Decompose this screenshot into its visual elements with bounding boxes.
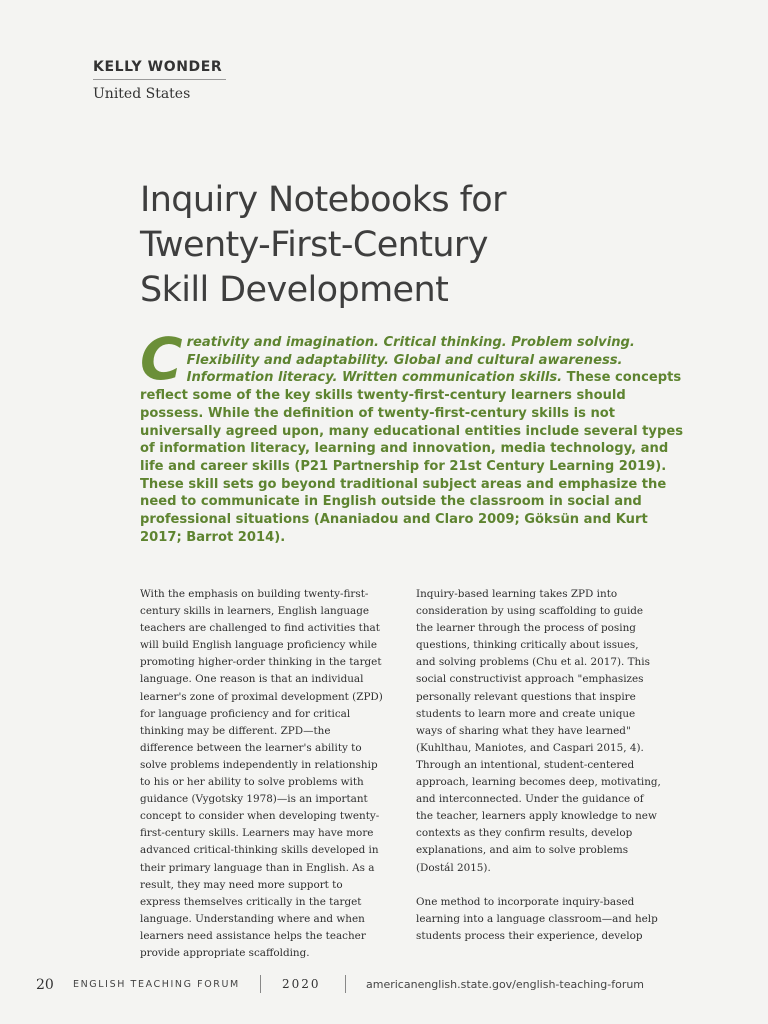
author-country: United States <box>93 86 191 102</box>
author-name: KELLY WONDER <box>93 59 226 80</box>
intro-italic-text: reativity and imagination. Critical thinking. Problem solving. Flexibility and adaptability. Global and cultural awareness. Information literacy. Written communication skills. <box>186 335 635 386</box>
page-number: 20 <box>36 977 54 993</box>
right-paragraph-1: Inquiry-based learning takes ZPD into consideration by using scaffolding to guide the learner through the process of posing questions, thinking critically about issues, and solving problems (Chu et al. 2017). This social constructivist approach "emphasizes personally relevant questions that inspire students to learn more and create unique ways of sharing what they have learned" (Kuhlthau, Maniotes, and Caspari 2015, 4). Through an intentional, student-centered approach, learning becomes deep, motivating, and interconnected. Under the guidance of the teacher, learners apply knowledge to new contexts as they confirm results, develop explanations, and aim to solve problems (Dostál 2015). <box>416 588 661 874</box>
title-line-2: Twenty-First-Century <box>140 225 488 265</box>
left-paragraph-1: With the emphasis on building twenty-first-century skills in learners, English language teachers are challenged to find activities that will build English language proficiency while promoting higher-order thinking in the target language. One reason is that an individual learner's zone of proximal development (ZPD) for language proficiency and for critical thinking may be different. ZPD—the difference between the learner's ability to solve problems independently in relationship to his or her ability to solve problems with guidance (Vygotsky 1978)—is an important concept to consider when developing twenty-first-century skills. Learners may have more advanced critical-thinking skills developed in their primary language than in English. As a result, they may need more support to express themselves critically in the target language. Understanding where and when learners need assistance helps the teacher provide appropriate scaffolding. <box>140 588 383 959</box>
right-paragraph-2: One method to incorporate inquiry-based learning into a language classroom—and help students process their experience, develop <box>416 895 658 942</box>
body-column-right <box>416 586 661 962</box>
footer-divider <box>345 975 346 993</box>
intro-paragraph <box>140 325 690 546</box>
drop-cap: C <box>140 325 183 393</box>
body-column-left <box>140 586 385 979</box>
title-line-1: Inquiry Notebooks for <box>140 180 506 220</box>
footer-divider <box>260 975 261 993</box>
article-title <box>140 178 680 313</box>
page-footer <box>0 972 768 998</box>
title-line-3: Skill Development <box>140 270 449 310</box>
journal-name: ENGLISH TEACHING FORUM <box>73 979 240 990</box>
footer-url: americanenglish.state.gov/english-teaching-forum <box>366 978 645 991</box>
intro-body-text: These concepts reflect some of the key skills twenty-first-century learners should possess. While the definition of twenty-first-century skills is not universally agreed upon, many educational entities include several types of information literacy, learning and innovation, media technology, and life and career skills (P21 Partnership for 21st Century Learning 2019). These skill sets go beyond traditional subject areas and emphasize the need to communicate in English outside the classroom in social and professional situations (Ananiadou and Claro 2009; Göksün and Kurt 2017; Barrot 2014). <box>140 370 684 545</box>
issue-year: 2020 <box>282 977 321 991</box>
